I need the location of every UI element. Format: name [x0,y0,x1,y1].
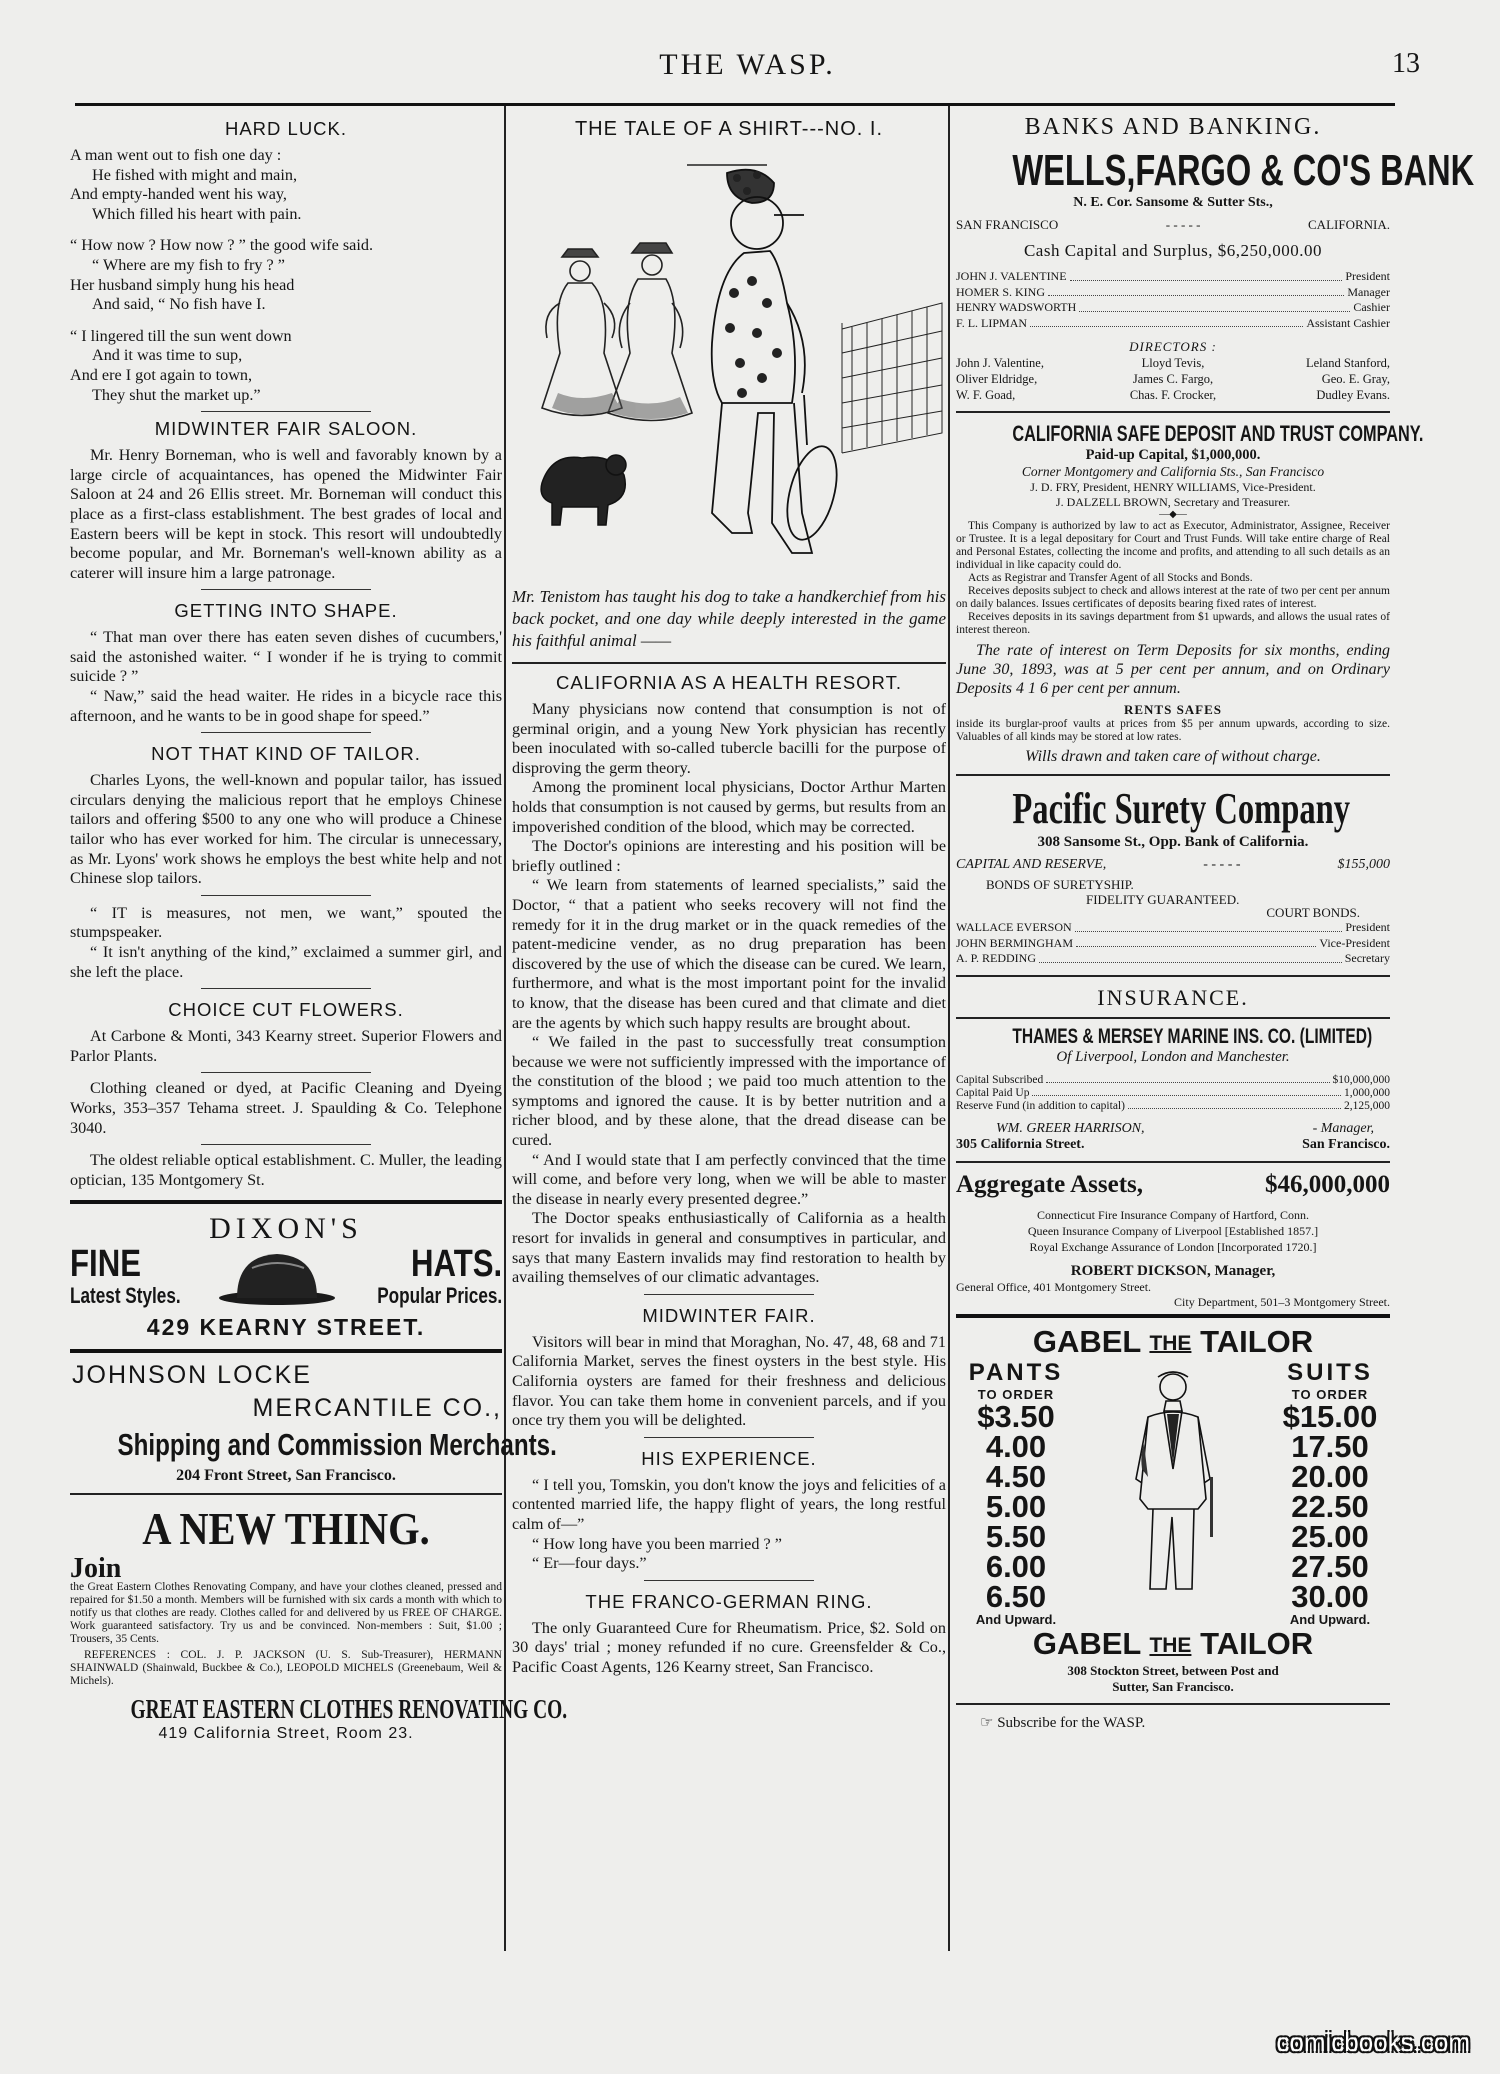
tailor-body: Charles Lyons, the well-known and popular tailor, has issued circulars denying the malicious report that he employs Chinese tailors and offering $500 to any one who will produce a Chinese tailor who has ever worked for him. The circular is unnecessary, as Mr. Lyons' work shows he employs the best white help and not Chinese slop tailors. [70,771,502,888]
officer-role: President [1345,920,1390,934]
dot-leader [1076,936,1316,948]
officer-row [956,920,1390,936]
rents-safes-title: RENTS SAFES [1123,702,1223,717]
column-divider [504,106,506,1951]
dot-leader [1070,269,1343,281]
column-left [70,110,568,2074]
health-para: The Doctor's opinions are interesting and his position will be briefly outlined : [512,837,946,875]
officer-row [956,1100,1390,1113]
dot-leader [1039,951,1342,963]
officer-row [956,316,1390,332]
dot-leader [1030,316,1303,328]
officer-role: $10,000,000 [1332,1073,1390,1086]
ad-rule [956,1314,1390,1318]
gabel-word: GABEL [1032,1323,1141,1359]
wells-dashes: - - - - - [1165,217,1201,232]
officer-role: Cashier [1353,300,1390,314]
dixon-name: DIXON'S [209,1212,363,1246]
section-rule [201,895,371,896]
pants-price: $3.50 [977,1399,1055,1435]
surety-bonds-1: BONDS OF SURETYSHIP. [986,877,1134,892]
safe-body-para: Receives deposits in its savings department from $1 upwards, and allows the usual rates of interest thereon. [956,611,1390,636]
gabel-head [956,1323,1390,1360]
banks-title: BANKS AND BANKING. [1024,114,1322,140]
suits-prices [1270,1399,1390,1615]
dot-leader [1046,1074,1329,1083]
column-divider [948,106,950,1951]
experience-para: “ Er—four days.” [532,1554,647,1573]
section-rule [956,411,1390,413]
safe-wills: Wills drawn and taken care of without charge. [1025,748,1321,765]
manager-name: WM. GREER HARRISON, [996,1120,1145,1136]
locke-line3: Shipping and Commission Merchants. [117,1427,557,1463]
johnson-locke-ad [70,1361,557,1485]
wells-officers [956,269,1390,331]
safe-corner: Corner Montgomery and California Sts., San Francisco [1021,464,1325,479]
officer-row [956,1087,1390,1100]
gabel-tailor-word: TAILOR [1200,1626,1314,1662]
officer-role: President [1345,269,1390,283]
officer-name: Capital Paid Up [956,1086,1030,1099]
section-rule [644,1437,814,1438]
suits-price: $15.00 [1282,1399,1378,1435]
hard-luck-stanza [70,327,502,405]
gabel-price-grid [956,1359,1390,1627]
directors-list [956,355,1390,403]
gabel-the: THE [1149,1331,1192,1355]
directors-row [956,387,1390,403]
pants-upward: And Upward. [975,1612,1057,1628]
insurance-company: Royal Exchange Assurance of London [Incorporated 1720.] [1029,1239,1317,1254]
director-name: Chas. F. Crocker, [1129,388,1217,402]
ring-body: The only Guaranteed Cure for Rheumatism. Price, $2. Sold on 30 days' trial ; money refunded if no cure. Greensfelder & Co., Pacific Coast Agents, 126 Kearny street, San Francisco. [512,1618,946,1676]
gabel-tailor-ad [956,1323,1390,1696]
health-para: “ And I would state that I am perfectly convinced that the time will come, and before very long, when we will be able to master the disease in nearly every presented degree.” [512,1150,946,1208]
section-rule [956,774,1390,776]
poem-line: A man went out to fish one day : [70,146,282,164]
ad-rule [70,1200,502,1204]
locke-line2: MERCANTILE CO., [252,1394,502,1423]
officer-name: Capital Subscribed [956,1073,1044,1086]
subscribe-text: Subscribe for the WASP. [997,1715,1146,1732]
running-head [75,48,1420,84]
poem-line: And said, “ No fish have I. [92,295,266,314]
poem-line: And empty-handed went his way, [70,185,287,204]
section-rule [956,975,1390,977]
ad-rule [70,1493,502,1495]
great-eastern-address: 419 California Street, Room 23. [158,1725,414,1743]
surety-capital-dashes: - - - - - [1203,857,1241,872]
locke-address: 204 Front Street, San Francisco. [176,1467,396,1485]
poem-line: Which filled his heart with pain. [92,204,302,223]
new-thing-ad [70,1503,568,1743]
director-name: Geo. E. Gray, [1321,372,1390,386]
dickson-office-1: General Office, 401 Montgomery Street. [956,1279,1152,1294]
pants-price: 5.50 [985,1519,1047,1555]
safe-officers-2: J. DALZELL BROWN, Secretary and Treasurer. [1055,495,1291,509]
wells-address: N. E. Cor. Sansome & Sutter Sts., [1073,195,1273,210]
rents-safes-body: inside its burglar-proof vaults at prices from $5 per annum upwards, according to size. Valuables of all kinds may be stored at low rates. [956,718,1390,743]
health-para: “ We learn from statements of learned specialists,” said the Doctor, “ that a patient who seeks recovery will not find the remedy for it in the drug market or in the quack remedies of the patent-medicine vender, as no drug preparation has been discovered by the use of which the disease can be cured. We learn, furthermore, and what is the most important point for the invalid to know, that the disease has been cured and that climate and diet are the agents by which such happy results are brought about. [512,876,946,1032]
officer-name: HENRY WADSWORTH [956,300,1077,314]
poem-line: “ Where are my fish to fry ? ” [92,255,285,274]
pants-price: 5.00 [985,1489,1047,1525]
flowers-para: At Carbone & Monti, 343 Kearny street. Superior Flowers and Parlor Plants. [70,1027,502,1065]
directors-row [956,371,1390,387]
dickson-role: Manager, [1214,1262,1276,1279]
suits-price: 20.00 [1291,1459,1369,1495]
experience-para: “ How long have you been married ? ” [532,1534,782,1553]
director-name: James C. Fargo, [1132,372,1214,386]
wells-fargo-name: WELLS,FARGO & CO'S BANK [1012,146,1475,195]
director-name: John J. Valentine, [956,356,1044,370]
harrison-line [956,1121,1390,1137]
pacific-surety-name: Pacific Surety Company [1012,784,1351,833]
wells-city: SAN FRANCISCO [956,217,1059,232]
suits-price: 30.00 [1291,1579,1369,1615]
pants-to-order: TO ORDER [977,1387,1055,1403]
dixon-latest: Latest Styles. [70,1283,181,1309]
wells-city-line [956,217,1390,233]
assets-value: $46,000,000 [1265,1170,1390,1198]
watermark: comicbooks.com [1276,2027,1470,2057]
pants-price: 4.00 [985,1429,1047,1465]
gabel-address-1: 308 Stockton Street, between Post and [1067,1663,1279,1679]
thames-street-line [956,1137,1390,1153]
officer-name: HOMER S. KING [956,284,1046,299]
surety-address: 308 Sansome St., Opp. Bank of California. [1037,834,1309,850]
section-rule [644,1580,814,1581]
section-rule [201,732,371,733]
health-para: Many physicians now contend that consumption is not of germinal origin, and a young New York physician has recently been inoculated with so-called tubercle bacilli for the purpose of disproving the germ theory. [512,700,946,777]
insurance-company: Queen Insurance Company of Liverpool [Established 1857.] [1027,1223,1319,1238]
gabel-address-2: Sutter, San Francisco. [1112,1679,1234,1695]
safe-body-para: Acts as Registrar and Transfer Agent of all Stocks and Bonds. [968,572,1253,584]
cleaning-para: Clothing cleaned or dyed, at Pacific Cleaning and Dyeing Works, 353–357 Tehama street. J. Spaulding & Co. Telephone 3040. [70,1079,502,1137]
hard-luck-stanza [70,146,502,224]
poem-line: And ere I got again to town, [70,365,253,384]
suits-price: 25.00 [1291,1519,1369,1555]
new-thing-body: the Great Eastern Clothes Renovating Company, and have your clothes cleaned, pressed and repaired for $1.50 a month. Members will be furnished with six cards a month with which to notify us that clothes are ready. Clothes called for and delivered by us FREE OF CHARGE. Work guaranteed satisfactory. Try us and be convinced. Non-members : Suit, $1.00 ; Trousers, 35 Cents. [70,1581,502,1646]
director-name: W. F. Goad, [956,388,1016,402]
director-name: Leland Stanford, [1305,356,1390,370]
health-para: The Doctor speaks enthusiastically of California as a health resort for invalids in general and consumptives in particular, and says that many Eastern invalids may find restoration to health by availing themselves of our climatic advantages. [512,1209,946,1287]
experience-title: HIS EXPERIENCE. [641,1447,817,1469]
section-rule [956,1703,1390,1705]
poem-line: “ How now ? How now ? ” the good wife said. [70,236,373,255]
section-rule [512,662,946,664]
dixon-popular: Popular Prices. [377,1283,503,1309]
column-right [956,110,1475,2074]
wells-state: CALIFORNIA. [1308,217,1390,232]
surety-bonds-3: COURT BONDS. [1266,905,1360,920]
suits-to-order: TO ORDER [1291,1387,1369,1403]
officer-row [956,285,1390,301]
safe-body-para: This Company is authorized by law to act as Executor, Administrator, Assignee, Receiver or Trustee. It is a legal depositary for Court and Trust Funds. Will take entire charge of Real and Personal Estates, collecting the income and profits, and attending to all such details as an individual in like capacity could do. [956,520,1390,571]
section-rule [201,411,371,412]
officer-row [956,269,1390,285]
health-para: “ We failed in the past to successfully treat consumption because we were not sufficiently impressed with the importance of the constitution of the blood ; we paid too much attention to the symptoms and ignored the cause. It is by better nutrition and a richer blood, and by these alone, that the dread disease can be cured. [512,1033,946,1150]
officer-name: JOHN BERMINGHAM [956,935,1074,950]
surety-capital-line [956,857,1390,873]
thames-street: 305 California Street. [956,1136,1085,1152]
dixon-hats-ad [70,1212,502,1341]
health-para: Among the prominent local physicians, Doctor Arthur Marten holds that consumption is not caused by germs, but results from an impoverished condition of the blood, which may be corrected. [512,778,946,836]
pants-column [956,1359,1076,1627]
wells-capital: Cash Capital and Surplus, $6,250,000.00 [1023,241,1323,260]
pants-price: 6.00 [985,1549,1047,1585]
measures-para: “ IT is measures, not men, we want,” spouted the stumpspeaker. [70,903,502,942]
aggregate-assets [956,1171,1390,1199]
director-name: Lloyd Tevis, [1141,356,1205,370]
suits-column [1270,1359,1390,1627]
section-rule [201,988,371,989]
join-word: Join [70,1553,122,1585]
subscribe-line [956,1713,1390,1732]
ornament: —◆— [1159,509,1187,520]
thames-capital-rows [956,1074,1390,1113]
gabel-word: GABEL [1032,1626,1141,1662]
ring-title: THE FRANCO-GERMAN RING. [585,1590,873,1612]
officer-role: Secretary [1344,951,1390,965]
surety-officers [956,920,1390,967]
running-title: THE WASP. [659,48,836,81]
experience-para: “ I tell you, Tomskin, you don't know the joys and felicities of a contented married life, the happy flight of years, the long restful calm of—” [512,1475,946,1533]
officer-row [956,936,1390,952]
tailor-title: NOT THAT KIND OF TAILOR. [151,743,421,765]
dixon-hats: HATS. [410,1243,502,1286]
surety-capital-value: $155,000 [1337,857,1390,872]
insurance-companies [956,1207,1390,1255]
gabel-footer [956,1627,1390,1663]
poem-line: And it was time to sup, [92,346,243,365]
section-rule [956,1161,1390,1163]
header-rule [75,103,1395,106]
dixon-fine: FINE [70,1243,141,1286]
suits-label: SUITS [1287,1359,1373,1387]
tennis-cartoon-illustration [512,153,946,573]
officer-name: A. P. REDDING [956,951,1037,965]
assets-label: Aggregate Assets, [956,1170,1143,1198]
officer-row [956,300,1390,316]
suits-upward: And Upward. [1289,1612,1371,1628]
surety-capital-label: CAPITAL AND RESERVE, [956,857,1107,872]
dot-leader [1079,300,1350,312]
great-eastern-name: GREAT EASTERN CLOTHES RENOVATING CO. [130,1694,568,1725]
officer-name: F. L. LIPMAN [956,315,1028,330]
safe-body-para: Receives deposits subject to check and allows interest at the rate of two per cent per annum on daily balances. Issues certificates of deposits bearing fixed rates of interest. [956,585,1390,610]
officer-name: WALLACE EVERSON [956,920,1072,934]
shirt-title: THE TALE OF A SHIRT---NO. I. [574,118,884,140]
thames-of: Of Liverpool, London and Manchester. [1056,1048,1290,1065]
suits-price: 22.50 [1291,1489,1369,1525]
poem-line: Her husband simply hung his head [70,275,295,294]
pants-price: 4.50 [985,1459,1047,1495]
surety-bonds-2: FIDELITY GUARANTEED. [1086,892,1240,907]
new-thing-title: A NEW THING. [142,1503,430,1555]
shape-title: GETTING INTO SHAPE. [174,600,398,622]
flowers-title: CHOICE CUT FLOWERS. [168,999,404,1021]
manager-role: - Manager, [1312,1120,1374,1136]
pants-price: 6.50 [985,1579,1047,1615]
measures-para: “ It isn't anything of the kind,” exclaimed a summer girl, and she left the place. [70,943,502,981]
poem-line: He fished with might and main, [92,165,298,184]
dickson-line [956,1263,1390,1280]
insurance-company: Connecticut Fire Insurance Company of Hartford, Conn. [1037,1207,1309,1222]
officer-name: Reserve Fund (in addition to capital) [956,1099,1125,1112]
dot-leader [1032,1087,1341,1096]
safe-capital: Paid-up Capital, $1,000,000. [1085,447,1261,463]
health-title: CALIFORNIA AS A HEALTH RESORT. [556,672,902,693]
director-name: Dudley Evans. [1316,388,1390,402]
shape-para: “ That man over there has eaten seven dishes of cucumbers,' said the astonished waiter. “ I wonder if he is trying to commit suicide ? ” [70,628,502,686]
section-rule [201,1072,371,1073]
saloon-body: Mr. Henry Borneman, who is well and favorably known by a large circle of acquaintances, has opened the Midwinter Fair Saloon at 24 and 26 Ellis street. Mr. Borneman will conduct this place as a first-class establishment. The best grades of local and Eastern beers will be kept in stock. This resort will undoubtedly become popular, and Mr. Borneman's well-known ability as a caterer will insure him a large patronage. [70,446,502,582]
gabel-tailor-word: TAILOR [1200,1323,1314,1359]
safe-rate: The rate of interest on Term Deposits for six months, ending June 30, 1893, was at 5 per cent per annum, and on Ordinary Deposits 4 1 6 per cent per annum. [956,642,1390,697]
directors-row [956,355,1390,371]
section-rule [201,589,371,590]
officer-row [956,1074,1390,1087]
thames-city: San Francisco. [1302,1136,1390,1152]
suits-price: 27.50 [1291,1549,1369,1585]
officer-row [956,951,1390,967]
section-rule [644,1294,814,1295]
section-rule [956,1017,1390,1019]
safe-body [956,520,1390,637]
tailored-suit-figure [1108,1359,1238,1599]
dot-leader [1048,285,1344,297]
directors-title: DIRECTORS : [1129,339,1217,354]
fair-title: MIDWINTER FAIR. [642,1304,816,1326]
officer-role: 1,000,000 [1344,1086,1390,1099]
hard-luck-title: HARD LUCK. [224,118,348,139]
poem-line: “ I lingered till the sun went down [70,326,292,345]
pointing-hand-icon: ☞ [980,1715,994,1732]
health-article [512,700,946,1288]
officer-role: Assistant Cashier [1306,315,1390,330]
fair-body: Visitors will bear in mind that Moraghan, No. 47, 48, 68 and 71 California Market, serves the finest oysters in the best style. His California oysters are famed for their freshness and delicious flavor. You can take them home in convenient parcels, and if you once try them you will be delighted. [512,1332,946,1430]
officer-name: JOHN J. VALENTINE [956,269,1067,283]
insurance-title: INSURANCE. [1097,984,1249,1010]
page-number: 13 [1392,48,1420,79]
bowler-hat-icon [212,1246,342,1308]
thames-mersey-name: THAMES & MERSEY MARINE INS. CO. (LIMITED) [1012,1024,1373,1048]
ad-rule [70,1349,502,1353]
officer-role: Vice-President [1319,935,1390,950]
column-middle [512,110,946,2074]
officer-role: Manager [1347,284,1390,299]
dixon-address: 429 KEARNY STREET. [146,1314,426,1341]
pants-prices [956,1399,1076,1615]
gabel-the: THE [1149,1634,1192,1658]
dot-leader [1075,920,1343,932]
pants-label: PANTS [968,1359,1064,1387]
optician-para: The oldest reliable optical establishment. C. Muller, the leading optician, 135 Montgomery St. [70,1151,502,1189]
section-rule [201,1144,371,1145]
shirt-caption: Mr. Tenistom has taught his dog to take a handkerchief from his back pocket, and one day while deeply interested in the game his faithful animal —— [512,587,946,650]
dot-leader [1128,1100,1341,1109]
saloon-title: MIDWINTER FAIR SALOON. [154,418,418,440]
officer-role: 2,125,000 [1344,1099,1390,1112]
dickson-office-2: City Department, 501–3 Montgomery Street. [1174,1294,1390,1309]
dickson-name: ROBERT DICKSON, [1070,1262,1211,1279]
safe-deposit-name: CALIFORNIA SAFE DEPOSIT AND TRUST COMPANY. [1012,421,1424,446]
hard-luck-stanza [70,236,502,314]
safe-officers-1: J. D. FRY, President, HENRY WILLIAMS, Vice-President. [1030,480,1316,494]
director-name: Oliver Eldridge, [956,372,1038,386]
poem-line: They shut the market up.” [92,385,261,404]
shape-para: “ Naw,” said the head waiter. He rides in a bicycle race this afternoon, and he wants to be in good shape for speed.” [70,687,502,725]
locke-line1: JOHNSON LOCKE [72,1361,312,1390]
new-thing-references: REFERENCES : COL. J. P. JACKSON (U. S. Sub-Treasurer), HERMANN SHAINWALD (Shainwald, Buckbee & Co.), LEOPOLD MICHELS (Greenebaum, Weil & Michels). [70,1649,502,1688]
suits-price: 17.50 [1291,1429,1369,1465]
